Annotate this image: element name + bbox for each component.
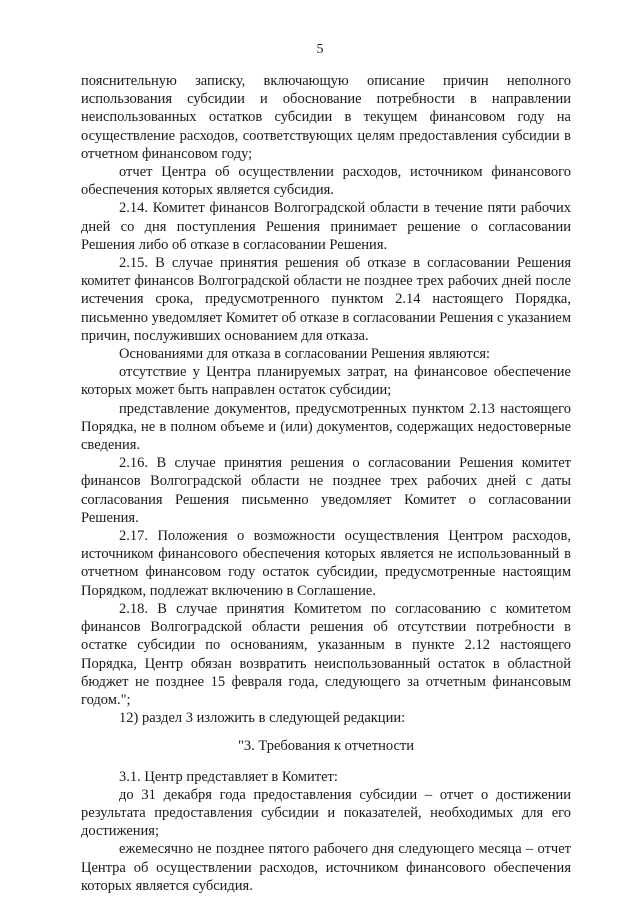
- paragraph: пояснительную записку, включающую описание причин неполного использования субсидии и обоснование потребности в направлении неиспользованных остатков субсидии в текущем финансовом году на осуществление расходов, соответствующих целям предоставления субсидии в отчетном финансовом году;: [81, 73, 571, 162]
- paragraph-2-14: 2.14. Комитет финансов Волгоградской области в течение пяти рабочих дней со дня поступления Решения принимает решение о согласовании Решения либо об отказе в согласовании Решения.: [81, 200, 571, 253]
- paragraph: до 31 декабря года предоставления субсидии – отчет о достижении результата предоставления субсидии и показателей, необходимых для его достижения;: [81, 786, 571, 840]
- paragraph: представление документов, предусмотренных пунктом 2.13 настоящего Порядка, не в полном объеме и (или) документов, содержащих недостоверные сведения.: [81, 400, 571, 454]
- paragraph-2-16: 2.16. В случае принятия решения о согласовании Решения комитет финансов Волгоградской области не позднее трех рабочих дней с даты согласования Решения письменно уведомляет Комитет о согласовании Решения.: [81, 455, 571, 526]
- paragraph: 12) раздел 3 изложить в следующей редакции:: [119, 710, 406, 727]
- paragraph: ежемесячно не позднее пятого рабочего дня следующего месяца – отчет Центра об осуществлении расходов, источником финансового обеспечения которых является субсидия.: [81, 841, 571, 894]
- paragraph-2-18: 2.18. В случае принятия Комитетом по согласованию с комитетом финансов Волгоградской области решения об отсутствии потребности в остатке субсидии по основаниям, указанным в пункте 2.12 настоящего Порядка, Центр обязан возвратить неиспользованный остаток в областной бюджет не позднее 15 февраля года, следующего за отчетным финансовым годом.";: [81, 600, 571, 708]
- section-title: "3. Требования к отчетности: [238, 738, 414, 755]
- paragraph-3-1: 3.1. Центр представляет в Комитет:: [119, 768, 338, 785]
- paragraph-2-15: 2.15. В случае принятия решения об отказе в согласовании Решения комитет финансов Волгоградской области не позднее трех рабочих дней после истечения срока, предусмотренного пунктом 2.14 настоящего Порядка, письменно уведомляет Комитет об отказе в согласовании Решения с указанием причин, послуживших основанием для отказа.: [81, 255, 571, 344]
- document-body: [81, 72, 571, 895]
- paragraph: отчет Центра об осуществлении расходов, источником финансового обеспечения которых является субсидия.: [81, 164, 571, 199]
- page-number: 5: [316, 42, 324, 57]
- paragraph: Основаниями для отказа в согласовании Решения являются:: [119, 346, 491, 363]
- paragraph: отсутствие у Центра планируемых затрат, на финансовое обеспечение которых может быть направлен остаток субсидии;: [81, 364, 571, 399]
- paragraph-2-17: 2.17. Положения о возможности осуществления Центром расходов, источником финансового обеспечения которых является не использованный в отчетном финансовом году остаток субсидии, предусмотренные настоящим Порядком, подлежат включению в Соглашение.: [81, 528, 571, 599]
